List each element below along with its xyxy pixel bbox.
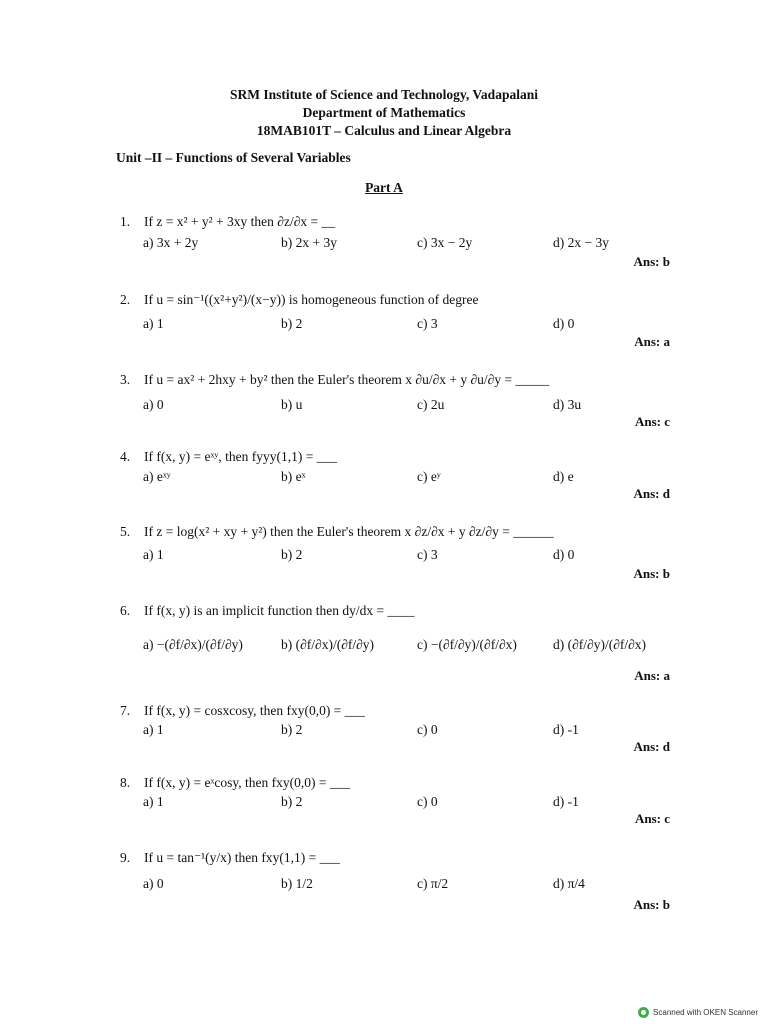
answer: Ans: a [634, 334, 670, 349]
question-text: If f(x, y) = eˣcosy, then fxy(0,0) = ___ [144, 775, 351, 790]
question-text: If f(x, y) = eˣʸ, then fyyy(1,1) = ___ [144, 449, 337, 464]
option-c: c) −(∂f/∂y)/(∂f/∂x) [417, 637, 517, 652]
question-stem [120, 703, 365, 719]
option-c: c) 0 [417, 722, 438, 737]
option-b: b) (∂f/∂x)/(∂f/∂y) [281, 637, 375, 652]
answer: Ans: b [633, 566, 670, 581]
option-d: d) 0 [553, 316, 575, 331]
question-stem [120, 449, 337, 465]
option-b: b) u [281, 397, 303, 412]
option-a: a) 1 [143, 316, 164, 331]
option-a: a) eˣʸ [143, 469, 171, 484]
question-number: 5. [120, 524, 131, 539]
option-b: b) 2 [281, 722, 303, 737]
department-name: Department of Mathematics [302, 105, 466, 120]
option-a: a) 0 [143, 397, 164, 412]
option-c: c) eʸ [417, 469, 441, 484]
option-b: b) eˣ [281, 469, 306, 484]
answer: Ans: b [633, 254, 670, 269]
question-stem [120, 524, 554, 540]
option-a: a) 3x + 2y [143, 235, 199, 250]
option-b: b) 1/2 [281, 876, 313, 891]
option-c: c) 3x − 2y [417, 235, 473, 250]
question-number: 3. [120, 372, 131, 387]
course-title: 18MAB101T – Calculus and Linear Algebra [256, 123, 512, 138]
question-number: 2. [120, 292, 131, 307]
answer: Ans: a [634, 668, 670, 683]
question-text: If u = ax² + 2hxy + by² then the Euler's theorem x ∂u/∂x + y ∂u/∂y = _____ [144, 372, 550, 387]
option-c: c) 2u [417, 397, 445, 412]
question-text: If u = tan⁻¹(y/x) then fxy(1,1) = ___ [144, 850, 340, 865]
question-stem [120, 214, 335, 230]
question-number: 4. [120, 449, 131, 464]
scanner-watermark [638, 1007, 758, 1018]
question-stem [120, 850, 340, 866]
option-d: d) (∂f/∂y)/(∂f/∂x) [553, 637, 647, 652]
question-text: If z = x² + y² + 3xy then ∂z/∂x = __ [144, 214, 335, 229]
option-b: b) 2 [281, 794, 303, 809]
option-c: c) 3 [417, 316, 438, 331]
option-c: c) π/2 [417, 876, 449, 891]
option-b: b) 2 [281, 547, 303, 562]
option-d: d) -1 [553, 794, 579, 809]
question-text: If f(x, y) is an implicit function then dy/dx = ____ [144, 603, 415, 618]
option-d: d) 3u [553, 397, 582, 412]
question-stem [120, 775, 350, 791]
oken-scanner-logo-icon [638, 1007, 649, 1018]
answer: Ans: b [633, 897, 670, 912]
unit-title: Unit –II – Functions of Several Variables [116, 150, 351, 165]
option-a: a) 0 [143, 876, 164, 891]
option-d: d) 2x − 3y [553, 235, 609, 250]
question-text: If u = sin⁻¹((x²+y²)/(x−y)) is homogeneous function of degree [144, 292, 479, 307]
option-b: b) 2x + 3y [281, 235, 337, 250]
option-d: d) 0 [553, 547, 575, 562]
question-stem [120, 603, 414, 619]
scanner-label: Scanned with OKEN Scanner [653, 1008, 758, 1017]
option-a: a) 1 [143, 794, 164, 809]
question-number: 7. [120, 703, 131, 718]
question-number: 1. [120, 214, 131, 229]
question-number: 9. [120, 850, 131, 865]
question-number: 6. [120, 603, 131, 618]
question-number: 8. [120, 775, 131, 790]
option-a: a) −(∂f/∂x)/(∂f/∂y) [143, 637, 243, 652]
institute-name: SRM Institute of Science and Technology, Vadapalani [230, 87, 538, 102]
option-a: a) 1 [143, 722, 164, 737]
part-title: Part A [365, 180, 403, 195]
option-c: c) 0 [417, 794, 438, 809]
option-c: c) 3 [417, 547, 438, 562]
question-text: If f(x, y) = cosxcosy, then fxy(0,0) = ___ [144, 703, 365, 718]
option-d: d) -1 [553, 722, 579, 737]
answer: Ans: d [633, 486, 670, 501]
option-d: d) e [553, 469, 574, 484]
answer: Ans: c [634, 811, 670, 826]
question-stem [120, 292, 479, 308]
option-a: a) 1 [143, 547, 164, 562]
question-stem [120, 372, 549, 388]
answer: Ans: d [633, 739, 670, 754]
answer: Ans: c [634, 414, 670, 429]
option-d: d) π/4 [553, 876, 585, 891]
option-b: b) 2 [281, 316, 303, 331]
question-text: If z = log(x² + xy + y²) then the Euler's theorem x ∂z/∂x + y ∂z/∂y = ______ [144, 524, 554, 539]
